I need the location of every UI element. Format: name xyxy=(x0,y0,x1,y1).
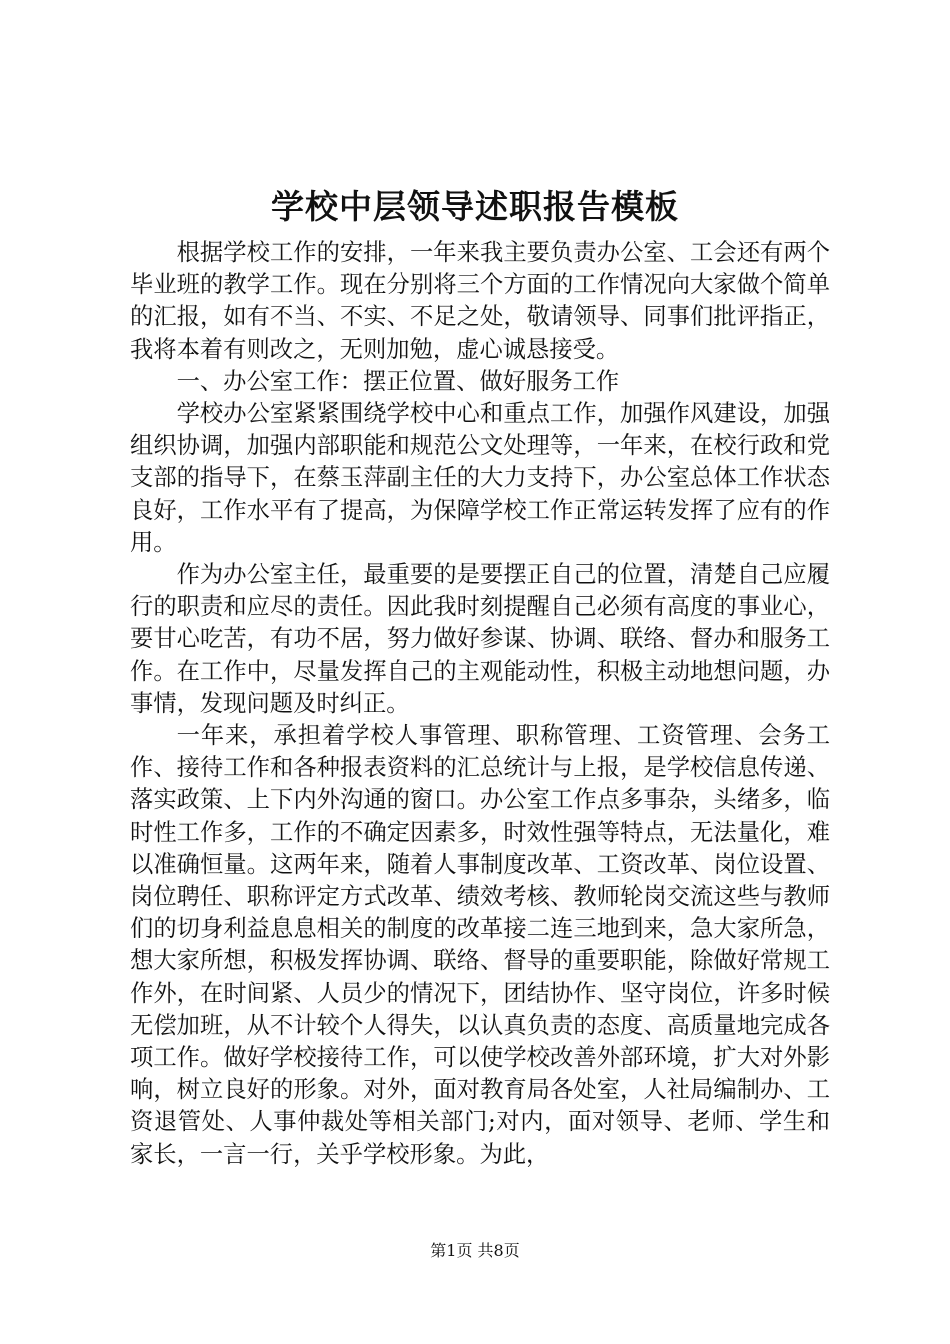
paragraph-office-duties: 一年来，承担着学校人事管理、职称管理、工资管理、会务工作、接待工作和各种报表资料的汇总统计与上报，是学校信息传递、落实政策、上下内外沟通的窗口。办公室工作点多事杂，头绪多，临时性工作多，工作的不确定因素多，时效性强等特点，无法量化，难以准确恒量。这两年来，随着人事制度改革、工资改革、岗位设置、岗位聘任、职称评定方式改革、绩效考核、教师轮岗交流这些与教师们的切身利益息息相关的制度的改革接二连三地到来，急大家所急，想大家所想，积极发挥协调、联络、督导的重要职能，除做好常规工作外，在时间紧、人员少的情况下，团结协作、坚守岗位，许多时候无偿加班，从不计较个人得失，以认真负责的态度、高质量地完成各项工作。做好学校接待工作，可以使学校改善外部环境，扩大对外影响，树立良好的形象。对外，面对教育局各处室，人社局编制办、工资退管处、人事仲裁处等相关部门;对内，面对领导、老师、学生和家长，一言一行，关乎学校形象。为此， xyxy=(130,722,830,1168)
document-body xyxy=(130,237,830,1171)
page-footer: 第1页 共8页 xyxy=(430,1241,520,1260)
paragraph-intro: 根据学校工作的安排，一年来我主要负责办公室、工会还有两个毕业班的教学工作。现在分别将三个方面的工作情况向大家做个简单的汇报，如有不当、不实、不足之处，敬请领导、同事们批评指正，我将本着有则改之，无则加勉，虚心诚恳接受。 xyxy=(130,239,830,363)
paragraph-office-role: 作为办公室主任，最重要的是要摆正自己的位置，清楚自己应履行的职责和应尽的责任。因此我时刻提醒自己必须有高度的事业心，要甘心吃苦，有功不居，努力做好参谋、协调、联络、督办和服务工作。在工作中，尽量发挥自己的主观能动性，积极主动地想问题，办事情，发现问题及时纠正。 xyxy=(130,561,830,717)
document-title: 学校中层领导述职报告模板 xyxy=(271,187,679,226)
paragraph-office-overview: 学校办公室紧紧围绕学校中心和重点工作，加强作风建设，加强组织协调，加强内部职能和规范公文处理等，一年来，在校行政和党支部的指导下，在蔡玉萍副主任的大力支持下，办公室总体工作状态良好，工作水平有了提高，为保障学校工作正常运转发挥了应有的作用。 xyxy=(130,400,830,556)
section-heading-office: 一、办公室工作：摆正位置、做好服务工作 xyxy=(176,367,620,395)
